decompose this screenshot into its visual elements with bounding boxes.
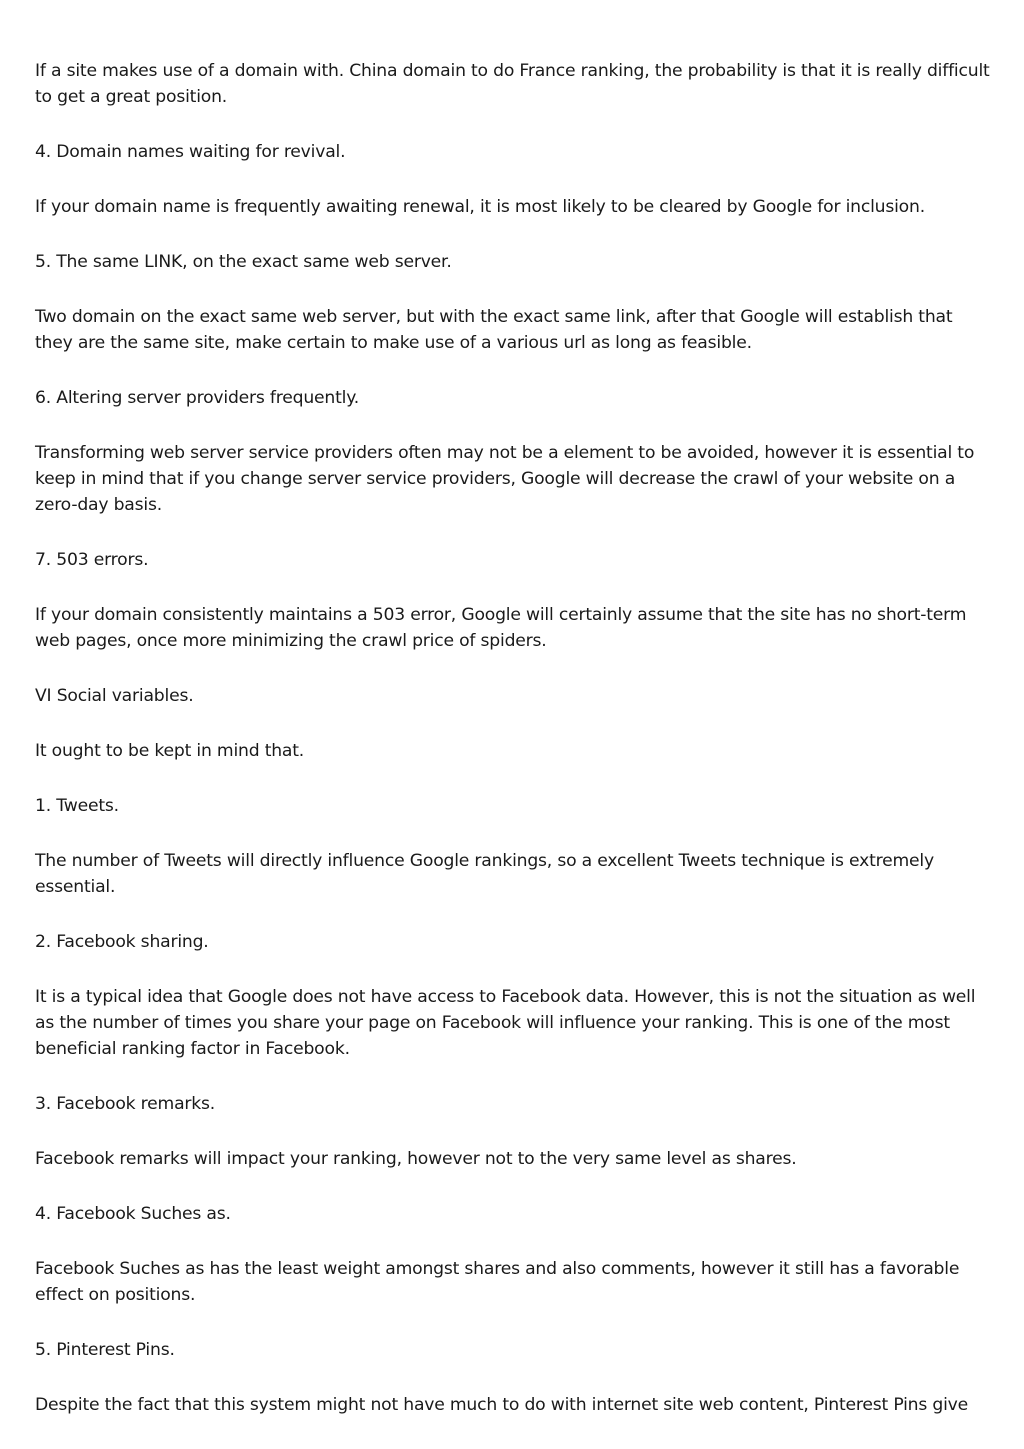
paragraph: Two domain on the exact same web server, but with the exact same link, after that Google will establish that they are the same site, make certain to make use of a various url as long as feasible. (35, 307, 953, 353)
document-body (35, 58, 995, 1447)
list-heading: 6. Altering server providers frequently. (35, 388, 359, 408)
list-heading: 4. Domain names waiting for revival. (35, 142, 346, 162)
list-heading: 7. 503 errors. (35, 550, 149, 570)
paragraph: It ought to be kept in mind that. (35, 741, 305, 761)
paragraph: If your domain consistently maintains a 503 error, Google will certainly assume that the site has no short-term web pages, once more minimizing the crawl price of spiders. (35, 605, 967, 651)
paragraph: Despite the fact that this system might not have much to do with internet site web content, Pinterest Pins give (35, 1395, 969, 1415)
section-heading: VI Social variables. (35, 686, 194, 706)
paragraph: Facebook remarks will impact your ranking, however not to the very same level as shares. (35, 1149, 797, 1169)
list-heading: 5. Pinterest Pins. (35, 1340, 175, 1360)
paragraph: The number of Tweets will directly influence Google rankings, so a excellent Tweets technique is extremely essential. (35, 851, 934, 897)
paragraph: It is a typical idea that Google does not have access to Facebook data. However, this is not the situation as well as the number of times you share your page on Facebook will influence your ranking. This is one of the most beneficial ranking factor in Facebook. (35, 987, 976, 1059)
paragraph: If your domain name is frequently awaiting renewal, it is most likely to be cleared by Google for inclusion. (35, 197, 925, 217)
list-heading: 2. Facebook sharing. (35, 932, 209, 952)
paragraph: Facebook Suches as has the least weight amongst shares and also comments, however it still has a favorable effect on positions. (35, 1259, 960, 1305)
list-heading: 5. The same LINK, on the exact same web server. (35, 252, 452, 272)
list-heading: 3. Facebook remarks. (35, 1094, 216, 1114)
paragraph: Transforming web server service providers often may not be a element to be avoided, however it is essential to keep in mind that if you change server service providers, Google will decrease the crawl of your website on a zero-day basis. (35, 443, 975, 515)
paragraph: If a site makes use of a domain with. China domain to do France ranking, the probability is that it is really difficult to get a great position. (35, 61, 990, 107)
list-heading: 1. Tweets. (35, 796, 119, 816)
list-heading: 4. Facebook Suches as. (35, 1204, 231, 1224)
